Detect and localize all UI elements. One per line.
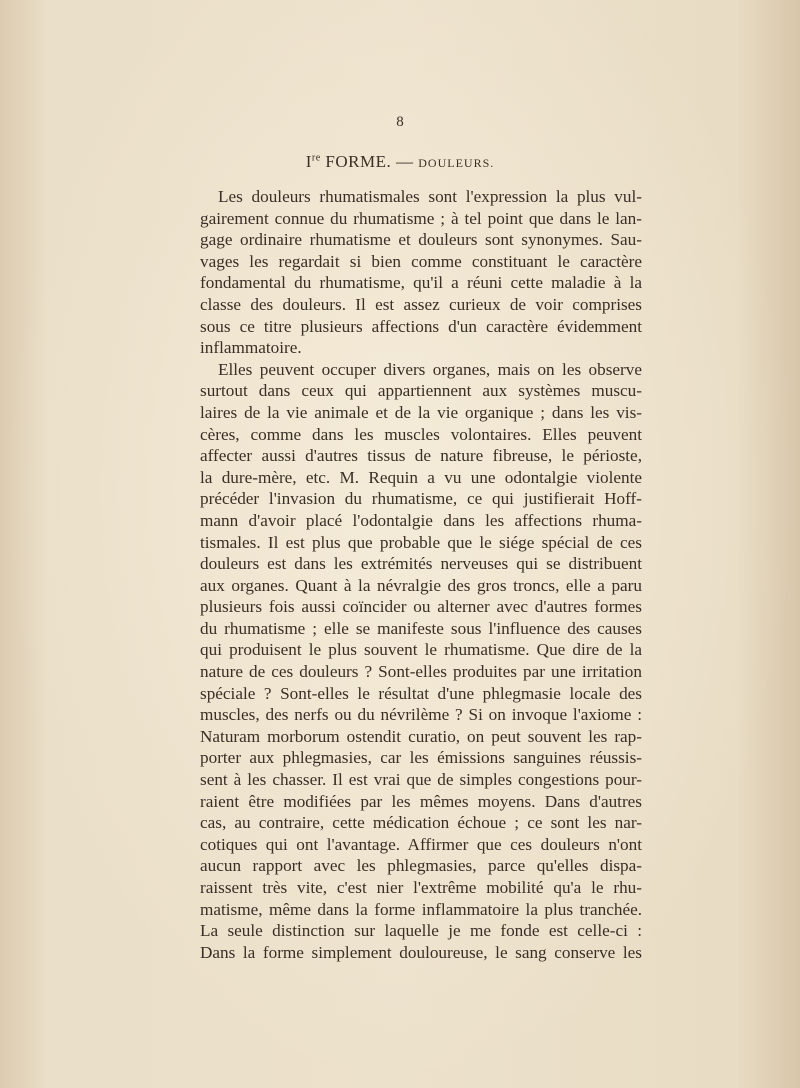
text-line: cas, au contraire, cette médication échoue ; ce sont les nar- — [200, 813, 642, 833]
text-line: gairement connue du rhumatisme ; à tel point que dans le lan- — [200, 208, 642, 228]
page-number: 8 — [396, 114, 404, 130]
text-line: classe des douleurs. Il est assez curieux de voir comprises — [200, 294, 642, 314]
text-line: sent à les chasser. Il est vrai que de simples congestions pour- — [200, 770, 642, 790]
text-line: raient être modifiées par les mêmes moyens. Dans d'autres — [200, 791, 642, 811]
text-line: inflammatoire. — [200, 338, 302, 358]
text-line: surtout dans ceux qui appartiennent aux systèmes muscu- — [200, 381, 642, 401]
text-line: la dure-mère, etc. M. Requin a vu une odontalgie violente — [200, 467, 642, 487]
text-line: précéder l'invasion du rhumatisme, ce qui justifierait Hoff- — [200, 489, 642, 509]
heading-subtitle: DOULEURS. — [418, 156, 495, 170]
text-line: matisme, même dans la forme inflammatoire la plus tranchée. — [200, 899, 642, 919]
text-line: Les douleurs rhumatismales sont l'expression la plus vul- — [218, 187, 642, 206]
text-line: cotiques qui ont l'avantage. Affirmer que ces douleurs n'ont — [200, 834, 642, 854]
text-line: nature de ces douleurs ? Sont-elles produites par une irritation — [200, 662, 642, 682]
text-line: mann d'avoir placé l'odontalgie dans les affections rhuma- — [200, 510, 642, 530]
text-line: La seule distinction sur laquelle je me fonde est celle-ci : — [200, 921, 642, 941]
text-line: cères, comme dans les muscles volontaires. Elles peuvent — [200, 424, 642, 444]
text-line: Dans la forme simplement douloureuse, le sang conserve les — [200, 942, 642, 962]
text-line: spéciale ? Sont-elles le résultat d'une phlegmasie locale des — [200, 683, 642, 703]
text-line: affecter aussi d'autres tissus de nature fibreuse, le périoste, — [200, 446, 642, 466]
text-line: tismales. Il est plus que probable que le siége spécial de ces — [200, 532, 642, 552]
text-line: sous ce titre plusieurs affections d'un caractère évidemment — [200, 316, 642, 336]
section-heading — [0, 152, 800, 172]
text-line: raissent très vite, c'est nier l'extrême mobilité qu'a le rhu- — [200, 878, 642, 897]
text-line: qui produisent le plus souvent le rhumatisme. Que dire de la — [200, 640, 642, 660]
text-line: Naturam morborum ostendit curatio, on peut souvent les rap- — [200, 726, 642, 746]
text-line: fondamental du rhumatisme, qu'il a réuni cette maladie à la — [200, 273, 642, 293]
heading-prefix: I — [305, 152, 312, 171]
text-line: vages les regardait si bien comme constituant le caractère — [200, 251, 642, 271]
text-line: muscles, des nerfs ou du névrilème ? Si on invoque l'axiome : — [200, 705, 642, 725]
text-line: douleurs est dans les extrémités nerveuses qui se distribuent — [200, 554, 642, 574]
text-line: laires de la vie animale et de la vie organique ; dans les vis- — [200, 402, 642, 422]
text-line: Elles peuvent occuper divers organes, mais on les observe — [218, 359, 642, 379]
body-text — [200, 186, 642, 963]
heading-title: FORME. — — [325, 152, 414, 171]
text-line: gage ordinaire rhumatisme et douleurs sont synonymes. Sau- — [200, 230, 642, 250]
text-line: aux organes. Quant à la névralgie des gros troncs, elle a paru — [200, 575, 642, 595]
text-line: aucun rapport avec les phlegmasies, parce qu'elles dispa- — [200, 856, 642, 876]
text-line: plusieurs fois aussi coïncider ou alterner avec d'autres formes — [200, 597, 642, 617]
heading-superscript: re — [311, 152, 321, 164]
text-line: du rhumatisme ; elle se manifeste sous l'influence des causes — [200, 618, 642, 638]
text-line: porter aux phlegmasies, car les émissions sanguines réussis- — [200, 748, 642, 768]
